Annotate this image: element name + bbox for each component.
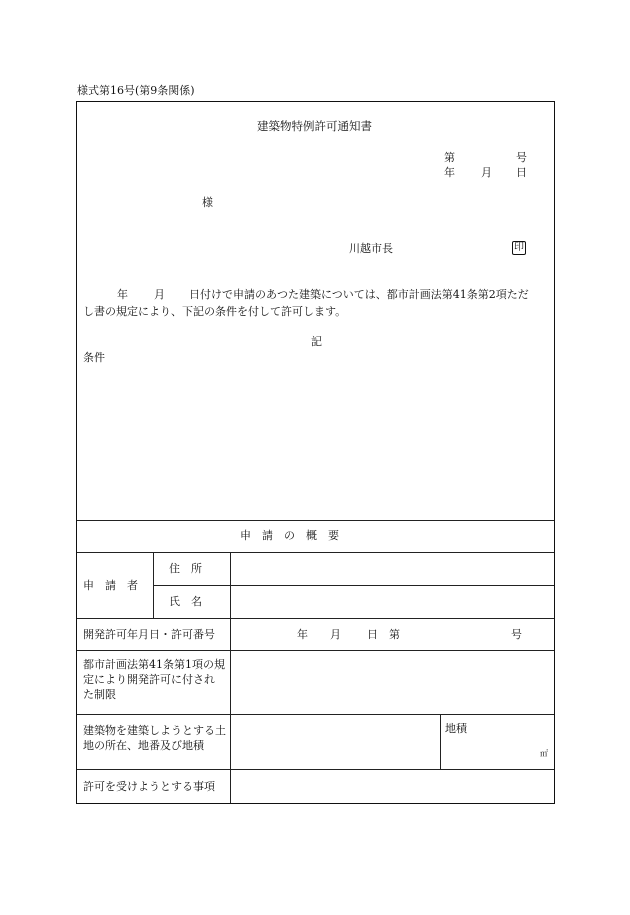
matter-field[interactable] <box>231 770 553 803</box>
name-label: 氏 名 <box>169 595 202 608</box>
summary-heading: 申 請 の 概 要 <box>240 529 339 542</box>
ki-mark: 記 <box>311 335 322 348</box>
form-reference: 様式第16号(第9条関係) <box>77 84 195 97</box>
body-text-line1: 日付けで申請のあつた建築については、都市計画法第41条第2項ただ <box>189 288 529 301</box>
body-month: 月 <box>154 288 165 301</box>
applicant-label: 申 請 者 <box>83 579 138 592</box>
restriction-label: 都市計画法第41条第1項の規定により開発許可に付された制限 <box>83 658 225 701</box>
name-field[interactable] <box>231 586 553 617</box>
permit-go: 号 <box>511 628 522 641</box>
applicant-divider <box>153 552 154 618</box>
date-month: 月 <box>481 166 492 179</box>
date-year: 年 <box>444 166 455 179</box>
area-unit: ㎡ <box>540 749 548 758</box>
notification-form <box>76 101 555 804</box>
permit-month: 月 <box>330 628 341 641</box>
document-title: 建築物特例許可通知書 <box>257 119 372 133</box>
location-field[interactable] <box>231 715 439 768</box>
number-dai: 第 <box>444 151 455 164</box>
location-label: 建築物を建築しようとする土地の所在、地番及び地積 <box>83 724 226 752</box>
summary-top-line <box>77 520 554 521</box>
number-go: 号 <box>516 151 527 164</box>
permit-date-label: 開発許可年月日・許可番号 <box>83 628 215 641</box>
area-label: 地積 <box>445 722 467 735</box>
body-year: 年 <box>117 288 128 301</box>
conditions-label: 条件 <box>83 351 105 364</box>
restriction-field[interactable] <box>231 651 553 713</box>
address-field[interactable] <box>231 553 553 584</box>
date-day: 日 <box>516 166 527 179</box>
area-field[interactable] <box>441 715 553 768</box>
permit-year: 年 <box>297 628 308 641</box>
address-label: 住 所 <box>169 562 202 575</box>
body-text-line2: し書の規定により、下記の条件を付して許可します。 <box>83 305 347 318</box>
addressee-suffix: 様 <box>202 196 213 209</box>
seal-mark: 印 <box>514 242 524 253</box>
permit-day-number: 日 第 <box>367 628 400 641</box>
issuer-name: 川越市長 <box>349 242 393 255</box>
matter-label: 許可を受けようとする事項 <box>83 780 215 793</box>
applicant-bottom-line <box>77 618 554 619</box>
